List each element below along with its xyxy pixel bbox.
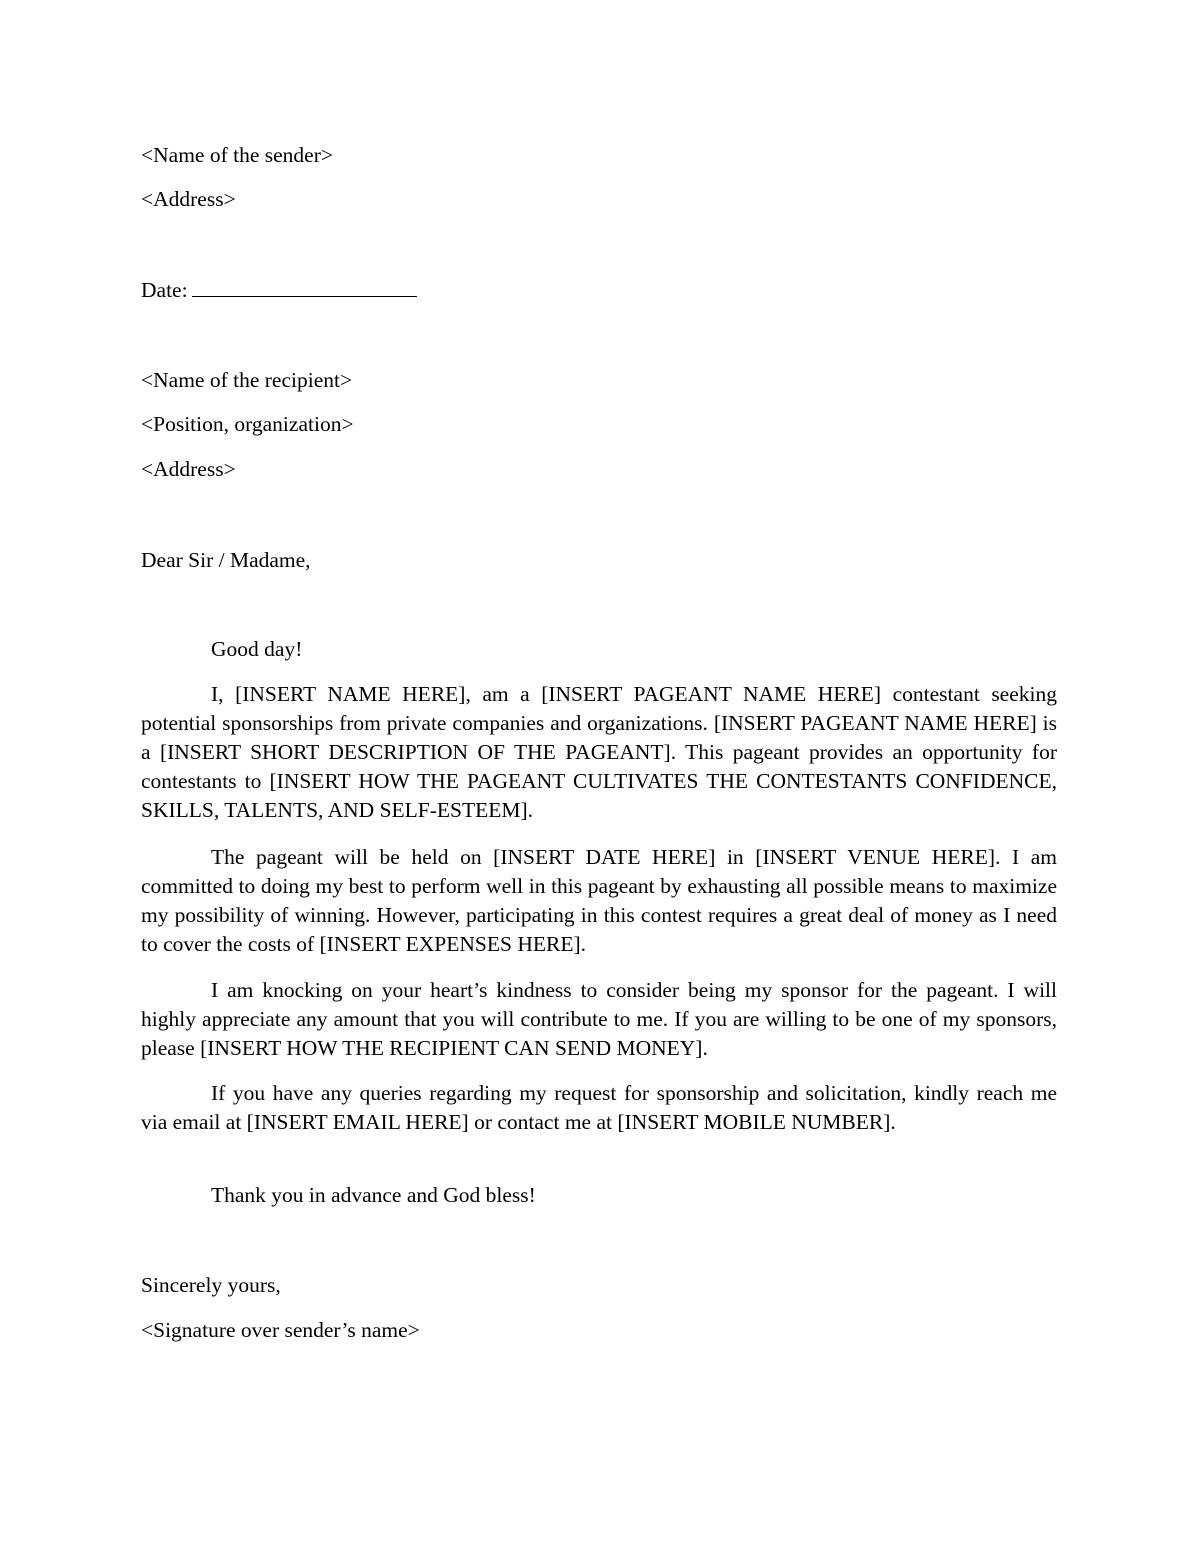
closing-line: Thank you in advance and God bless! — [211, 1183, 536, 1207]
signature-placeholder: <Signature over sender’s name> — [141, 1318, 420, 1342]
greeting: Good day! — [211, 637, 303, 661]
body-paragraph-3: I am knocking on your heart’s kindness to consider being my sponsor for the pageant. I will highly appreciate any amount that you will contribute to me. If you are willing to be one of my sponsors, please [INSERT HOW THE RECIPIENT CAN SEND MONEY]. — [141, 978, 1057, 1060]
date-label: Date: — [141, 278, 188, 302]
sender-address: <Address> — [141, 187, 236, 211]
date-blank-underline — [192, 276, 417, 297]
closing: Sincerely yours, — [141, 1273, 281, 1297]
recipient-name: <Name of the recipient> — [141, 368, 353, 392]
sender-name: <Name of the sender> — [141, 143, 333, 167]
recipient-position: <Position, organization> — [141, 412, 354, 436]
body-paragraph-2: The pageant will be held on [INSERT DATE HERE] in [INSERT VENUE HERE]. I am committed to doing my best to perform well in this pageant by exhausting all possible means to maximize my possibility of winning. However, participating in this contest requires a great deal of money as I need to cover the costs of [INSERT EXPENSES HERE]. — [141, 845, 1057, 956]
recipient-address: <Address> — [141, 457, 236, 481]
body-paragraph-4: If you have any queries regarding my request for sponsorship and solicitation, kindly reach me via email at [INSERT EMAIL HERE] or contact me at [INSERT MOBILE NUMBER]. — [141, 1081, 1057, 1134]
salutation: Dear Sir / Madame, — [141, 548, 311, 572]
body-paragraph-1: I, [INSERT NAME HERE], am a [INSERT PAGEANT NAME HERE] contestant seeking potential sponsorships from private companies and organizations. [INSERT PAGEANT NAME HERE] is a [INSERT SHORT DESCRIPTION OF THE PAGEANT]. This pageant provides an opportunity for contestants to [INSERT HOW THE PAGEANT CULTIVATES THE CONTESTANTS CONFIDENCE, SKILLS, TALENTS, AND SELF-ESTEEM]. — [141, 682, 1057, 822]
date-line — [141, 276, 417, 305]
